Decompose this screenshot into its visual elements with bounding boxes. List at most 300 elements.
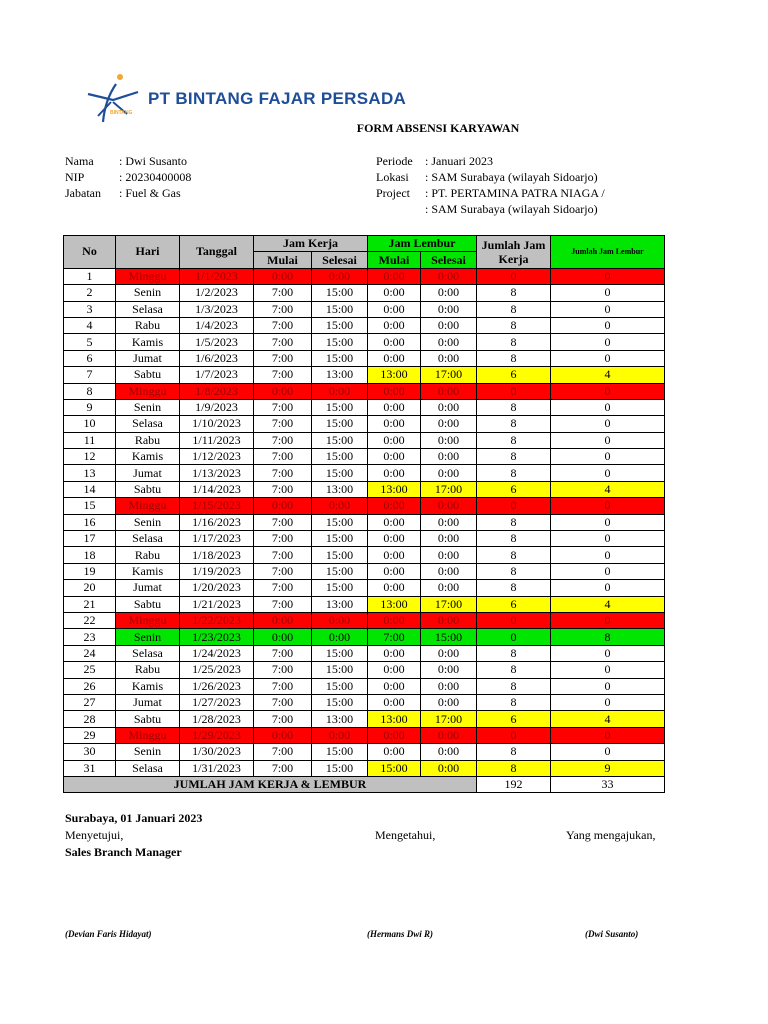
cell-hari: Senin bbox=[116, 744, 180, 760]
cell-lembur-mulai: 0:00 bbox=[368, 416, 421, 432]
cell-kerja-mulai: 7:00 bbox=[254, 531, 312, 547]
cell-lembur-selesai: 0:00 bbox=[421, 678, 477, 694]
cell-lembur-selesai: 0:00 bbox=[421, 334, 477, 350]
cell-jumlah-jam-lembur: 0 bbox=[551, 744, 665, 760]
cell-no: 17 bbox=[64, 531, 116, 547]
cell-jumlah-jam-kerja: 6 bbox=[477, 367, 551, 383]
attendance-table bbox=[63, 235, 665, 793]
cell-lembur-mulai: 13:00 bbox=[368, 481, 421, 497]
cell-lembur-selesai: 0:00 bbox=[421, 285, 477, 301]
cell-kerja-mulai: 0:00 bbox=[254, 383, 312, 399]
cell-kerja-selesai: 15:00 bbox=[312, 514, 368, 530]
cell-lembur-selesai: 0:00 bbox=[421, 760, 477, 776]
cell-jumlah-jam-kerja: 0 bbox=[477, 612, 551, 628]
cell-hari: Selasa bbox=[116, 416, 180, 432]
cell-hari: Minggu bbox=[116, 498, 180, 514]
cell-lembur-selesai: 0:00 bbox=[421, 383, 477, 399]
cell-no: 11 bbox=[64, 432, 116, 448]
cell-lembur-mulai: 0:00 bbox=[368, 678, 421, 694]
cell-no: 15 bbox=[64, 498, 116, 514]
cell-no: 30 bbox=[64, 744, 116, 760]
cell-kerja-selesai: 15:00 bbox=[312, 645, 368, 661]
cell-lembur-mulai: 13:00 bbox=[368, 367, 421, 383]
info-label-jabatan: Jabatan bbox=[65, 186, 101, 200]
cell-hari: Kamis bbox=[116, 563, 180, 579]
cell-lembur-selesai: 17:00 bbox=[421, 596, 477, 612]
cell-jumlah-jam-kerja: 8 bbox=[477, 285, 551, 301]
info-label-project: Project bbox=[376, 186, 410, 200]
table-row bbox=[64, 317, 665, 333]
cell-tanggal: 1/21/2023 bbox=[180, 596, 254, 612]
cell-jumlah-jam-lembur: 9 bbox=[551, 760, 665, 776]
table-row bbox=[64, 760, 665, 776]
cell-kerja-mulai: 7:00 bbox=[254, 317, 312, 333]
cell-tanggal: 1/31/2023 bbox=[180, 760, 254, 776]
cell-no: 29 bbox=[64, 727, 116, 743]
table-row bbox=[64, 612, 665, 628]
info-value-lokasi: : SAM Surabaya (wilayah Sidoarjo) bbox=[425, 170, 598, 184]
cell-hari: Senin bbox=[116, 629, 180, 645]
cell-jumlah-jam-lembur: 0 bbox=[551, 432, 665, 448]
info-label-nama: Nama bbox=[65, 154, 94, 168]
cell-kerja-selesai: 0:00 bbox=[312, 498, 368, 514]
cell-jumlah-jam-lembur: 0 bbox=[551, 317, 665, 333]
info-value-project-2: : SAM Surabaya (wilayah Sidoarjo) bbox=[425, 202, 598, 216]
cell-lembur-selesai: 0:00 bbox=[421, 727, 477, 743]
table-row bbox=[64, 727, 665, 743]
cell-kerja-mulai: 7:00 bbox=[254, 694, 312, 710]
cell-hari: Minggu bbox=[116, 383, 180, 399]
cell-kerja-selesai: 0:00 bbox=[312, 268, 368, 284]
cell-jumlah-jam-lembur: 0 bbox=[551, 580, 665, 596]
cell-hari: Minggu bbox=[116, 612, 180, 628]
cell-jumlah-jam-kerja: 8 bbox=[477, 334, 551, 350]
cell-lembur-mulai: 0:00 bbox=[368, 285, 421, 301]
cell-tanggal: 1/17/2023 bbox=[180, 531, 254, 547]
cell-hari: Jumat bbox=[116, 694, 180, 710]
cell-no: 21 bbox=[64, 596, 116, 612]
cell-jumlah-jam-kerja: 8 bbox=[477, 760, 551, 776]
cell-no: 28 bbox=[64, 711, 116, 727]
cell-kerja-selesai: 13:00 bbox=[312, 481, 368, 497]
cell-no: 18 bbox=[64, 547, 116, 563]
info-label-lokasi: Lokasi bbox=[376, 170, 409, 184]
cell-kerja-selesai: 15:00 bbox=[312, 531, 368, 547]
cell-kerja-selesai: 13:00 bbox=[312, 596, 368, 612]
cell-jumlah-jam-lembur: 0 bbox=[551, 678, 665, 694]
cell-lembur-selesai: 0:00 bbox=[421, 580, 477, 596]
cell-lembur-mulai: 0:00 bbox=[368, 547, 421, 563]
cell-tanggal: 1/15/2023 bbox=[180, 498, 254, 514]
cell-kerja-mulai: 7:00 bbox=[254, 285, 312, 301]
cell-jumlah-jam-lembur: 0 bbox=[551, 268, 665, 284]
cell-jumlah-jam-lembur: 0 bbox=[551, 727, 665, 743]
info-value-nip: : 20230400008 bbox=[119, 170, 192, 184]
cell-jumlah-jam-kerja: 8 bbox=[477, 449, 551, 465]
cell-jumlah-jam-lembur: 0 bbox=[551, 547, 665, 563]
cell-jumlah-jam-kerja: 8 bbox=[477, 531, 551, 547]
table-row bbox=[64, 449, 665, 465]
cell-kerja-mulai: 7:00 bbox=[254, 760, 312, 776]
signature-acknowledger: (Hermans Dwi R) bbox=[367, 929, 434, 939]
cell-hari: Selasa bbox=[116, 645, 180, 661]
cell-tanggal: 1/30/2023 bbox=[180, 744, 254, 760]
menyetujui-label: Menyetujui, bbox=[65, 828, 124, 842]
cell-kerja-selesai: 15:00 bbox=[312, 744, 368, 760]
cell-lembur-mulai: 0:00 bbox=[368, 612, 421, 628]
form-title: FORM ABSENSI KARYAWAN bbox=[356, 121, 520, 135]
company-name: PT BINTANG FAJAR PERSADA bbox=[148, 89, 407, 108]
cell-no: 5 bbox=[64, 334, 116, 350]
cell-kerja-mulai: 7:00 bbox=[254, 662, 312, 678]
cell-jumlah-jam-kerja: 0 bbox=[477, 383, 551, 399]
cell-kerja-selesai: 13:00 bbox=[312, 367, 368, 383]
cell-kerja-selesai: 13:00 bbox=[312, 711, 368, 727]
cell-no: 2 bbox=[64, 285, 116, 301]
cell-hari: Sabtu bbox=[116, 596, 180, 612]
cell-lembur-selesai: 0:00 bbox=[421, 416, 477, 432]
table-row bbox=[64, 285, 665, 301]
cell-tanggal: 1/6/2023 bbox=[180, 350, 254, 366]
cell-jumlah-jam-kerja: 8 bbox=[477, 563, 551, 579]
cell-lembur-mulai: 7:00 bbox=[368, 629, 421, 645]
table-row bbox=[64, 547, 665, 563]
cell-jumlah-jam-kerja: 0 bbox=[477, 498, 551, 514]
col-jam-lembur: Jam Lembur bbox=[368, 236, 477, 252]
cell-jumlah-jam-lembur: 0 bbox=[551, 301, 665, 317]
cell-jumlah-jam-lembur: 0 bbox=[551, 334, 665, 350]
cell-tanggal: 1/29/2023 bbox=[180, 727, 254, 743]
cell-lembur-mulai: 0:00 bbox=[368, 531, 421, 547]
cell-hari: Sabtu bbox=[116, 367, 180, 383]
cell-lembur-mulai: 0:00 bbox=[368, 432, 421, 448]
cell-hari: Jumat bbox=[116, 350, 180, 366]
cell-jumlah-jam-kerja: 8 bbox=[477, 350, 551, 366]
cell-lembur-mulai: 0:00 bbox=[368, 498, 421, 514]
cell-kerja-selesai: 15:00 bbox=[312, 694, 368, 710]
cell-no: 10 bbox=[64, 416, 116, 432]
table-row bbox=[64, 481, 665, 497]
cell-jumlah-jam-kerja: 6 bbox=[477, 596, 551, 612]
cell-tanggal: 1/20/2023 bbox=[180, 580, 254, 596]
cell-no: 22 bbox=[64, 612, 116, 628]
cell-lembur-mulai: 0:00 bbox=[368, 727, 421, 743]
cell-kerja-mulai: 7:00 bbox=[254, 596, 312, 612]
col-kerja-mulai: Mulai bbox=[254, 252, 312, 268]
table-row bbox=[64, 596, 665, 612]
cell-kerja-mulai: 0:00 bbox=[254, 268, 312, 284]
info-value-periode: : Januari 2023 bbox=[425, 154, 493, 168]
cell-kerja-mulai: 0:00 bbox=[254, 629, 312, 645]
cell-lembur-selesai: 0:00 bbox=[421, 317, 477, 333]
cell-tanggal: 1/23/2023 bbox=[180, 629, 254, 645]
cell-no: 26 bbox=[64, 678, 116, 694]
cell-jumlah-jam-lembur: 0 bbox=[551, 350, 665, 366]
cell-hari: Kamis bbox=[116, 449, 180, 465]
info-value-jabatan: : Fuel & Gas bbox=[119, 186, 181, 200]
cell-kerja-selesai: 15:00 bbox=[312, 580, 368, 596]
cell-lembur-selesai: 0:00 bbox=[421, 645, 477, 661]
cell-kerja-selesai: 0:00 bbox=[312, 612, 368, 628]
cell-no: 31 bbox=[64, 760, 116, 776]
cell-jumlah-jam-kerja: 8 bbox=[477, 432, 551, 448]
cell-hari: Selasa bbox=[116, 531, 180, 547]
cell-no: 27 bbox=[64, 694, 116, 710]
cell-jumlah-jam-lembur: 0 bbox=[551, 383, 665, 399]
cell-kerja-mulai: 7:00 bbox=[254, 678, 312, 694]
cell-kerja-selesai: 15:00 bbox=[312, 350, 368, 366]
cell-hari: Minggu bbox=[116, 727, 180, 743]
cell-kerja-selesai: 15:00 bbox=[312, 285, 368, 301]
cell-kerja-selesai: 0:00 bbox=[312, 629, 368, 645]
cell-jumlah-jam-kerja: 8 bbox=[477, 645, 551, 661]
cell-lembur-selesai: 0:00 bbox=[421, 514, 477, 530]
col-hari: Hari bbox=[116, 236, 180, 269]
table-row bbox=[64, 678, 665, 694]
cell-no: 8 bbox=[64, 383, 116, 399]
cell-kerja-selesai: 15:00 bbox=[312, 301, 368, 317]
cell-kerja-selesai: 15:00 bbox=[312, 449, 368, 465]
cell-hari: Senin bbox=[116, 514, 180, 530]
cell-lembur-mulai: 0:00 bbox=[368, 465, 421, 481]
cell-kerja-mulai: 7:00 bbox=[254, 432, 312, 448]
cell-lembur-selesai: 0:00 bbox=[421, 531, 477, 547]
table-row bbox=[64, 514, 665, 530]
cell-tanggal: 1/2/2023 bbox=[180, 285, 254, 301]
cell-tanggal: 1/24/2023 bbox=[180, 645, 254, 661]
cell-lembur-selesai: 0:00 bbox=[421, 694, 477, 710]
table-row bbox=[64, 498, 665, 514]
cell-lembur-selesai: 17:00 bbox=[421, 367, 477, 383]
cell-tanggal: 1/5/2023 bbox=[180, 334, 254, 350]
cell-kerja-selesai: 15:00 bbox=[312, 465, 368, 481]
table-row bbox=[64, 268, 665, 284]
cell-lembur-mulai: 15:00 bbox=[368, 760, 421, 776]
cell-lembur-selesai: 0:00 bbox=[421, 498, 477, 514]
cell-lembur-selesai: 17:00 bbox=[421, 711, 477, 727]
table-row bbox=[64, 629, 665, 645]
table-row bbox=[64, 465, 665, 481]
table-row bbox=[64, 350, 665, 366]
cell-tanggal: 1/7/2023 bbox=[180, 367, 254, 383]
cell-lembur-selesai: 0:00 bbox=[421, 465, 477, 481]
table-row bbox=[64, 744, 665, 760]
cell-jumlah-jam-lembur: 0 bbox=[551, 465, 665, 481]
col-jumlah-jam-kerja: Jumlah Jam Kerja bbox=[477, 236, 551, 269]
cell-no: 16 bbox=[64, 514, 116, 530]
col-kerja-selesai: Selesai bbox=[312, 252, 368, 268]
cell-kerja-mulai: 0:00 bbox=[254, 727, 312, 743]
col-lembur-mulai: Mulai bbox=[368, 252, 421, 268]
total-label: JUMLAH JAM KERJA & LEMBUR bbox=[64, 776, 477, 792]
cell-lembur-mulai: 13:00 bbox=[368, 596, 421, 612]
cell-lembur-mulai: 0:00 bbox=[368, 350, 421, 366]
cell-tanggal: 1/27/2023 bbox=[180, 694, 254, 710]
cell-tanggal: 1/10/2023 bbox=[180, 416, 254, 432]
cell-jumlah-jam-kerja: 8 bbox=[477, 301, 551, 317]
cell-hari: Senin bbox=[116, 399, 180, 415]
cell-lembur-mulai: 0:00 bbox=[368, 744, 421, 760]
cell-no: 12 bbox=[64, 449, 116, 465]
cell-hari: Jumat bbox=[116, 465, 180, 481]
cell-jumlah-jam-kerja: 0 bbox=[477, 727, 551, 743]
table-row bbox=[64, 432, 665, 448]
cell-no: 24 bbox=[64, 645, 116, 661]
cell-kerja-selesai: 0:00 bbox=[312, 727, 368, 743]
cell-lembur-selesai: 0:00 bbox=[421, 744, 477, 760]
cell-jumlah-jam-kerja: 8 bbox=[477, 416, 551, 432]
cell-hari: Selasa bbox=[116, 760, 180, 776]
cell-kerja-mulai: 7:00 bbox=[254, 350, 312, 366]
cell-lembur-selesai: 0:00 bbox=[421, 432, 477, 448]
cell-lembur-selesai: 0:00 bbox=[421, 563, 477, 579]
cell-tanggal: 1/9/2023 bbox=[180, 399, 254, 415]
info-value-nama: : Dwi Susanto bbox=[119, 154, 188, 168]
cell-jumlah-jam-kerja: 0 bbox=[477, 629, 551, 645]
cell-lembur-mulai: 0:00 bbox=[368, 645, 421, 661]
col-lembur-selesai: Selesai bbox=[421, 252, 477, 268]
cell-jumlah-jam-lembur: 8 bbox=[551, 629, 665, 645]
cell-jumlah-jam-kerja: 8 bbox=[477, 465, 551, 481]
cell-jumlah-jam-lembur: 0 bbox=[551, 694, 665, 710]
cell-kerja-mulai: 7:00 bbox=[254, 580, 312, 596]
cell-jumlah-jam-lembur: 4 bbox=[551, 596, 665, 612]
table-row bbox=[64, 645, 665, 661]
cell-tanggal: 1/12/2023 bbox=[180, 449, 254, 465]
table-row bbox=[64, 334, 665, 350]
cell-no: 19 bbox=[64, 563, 116, 579]
cell-hari: Kamis bbox=[116, 334, 180, 350]
cell-kerja-selesai: 15:00 bbox=[312, 334, 368, 350]
cell-kerja-selesai: 15:00 bbox=[312, 432, 368, 448]
cell-jumlah-jam-lembur: 4 bbox=[551, 481, 665, 497]
cell-lembur-selesai: 0:00 bbox=[421, 268, 477, 284]
info-label-periode: Periode bbox=[376, 154, 413, 168]
cell-no: 25 bbox=[64, 662, 116, 678]
cell-lembur-selesai: 0:00 bbox=[421, 662, 477, 678]
cell-jumlah-jam-kerja: 8 bbox=[477, 694, 551, 710]
cell-no: 23 bbox=[64, 629, 116, 645]
cell-no: 7 bbox=[64, 367, 116, 383]
cell-kerja-mulai: 7:00 bbox=[254, 416, 312, 432]
employee-info bbox=[65, 153, 191, 201]
cell-lembur-mulai: 0:00 bbox=[368, 383, 421, 399]
cell-lembur-mulai: 0:00 bbox=[368, 317, 421, 333]
cell-hari: Rabu bbox=[116, 547, 180, 563]
cell-kerja-selesai: 15:00 bbox=[312, 662, 368, 678]
table-row bbox=[64, 563, 665, 579]
cell-kerja-selesai: 0:00 bbox=[312, 383, 368, 399]
cell-kerja-selesai: 15:00 bbox=[312, 547, 368, 563]
cell-tanggal: 1/4/2023 bbox=[180, 317, 254, 333]
cell-lembur-selesai: 17:00 bbox=[421, 481, 477, 497]
cell-tanggal: 1/25/2023 bbox=[180, 662, 254, 678]
cell-lembur-mulai: 0:00 bbox=[368, 514, 421, 530]
table-row bbox=[64, 531, 665, 547]
info-label-nip: NIP bbox=[65, 170, 85, 184]
cell-lembur-mulai: 0:00 bbox=[368, 580, 421, 596]
cell-kerja-mulai: 7:00 bbox=[254, 334, 312, 350]
cell-hari: Sabtu bbox=[116, 481, 180, 497]
cell-jumlah-jam-lembur: 0 bbox=[551, 399, 665, 415]
cell-hari: Rabu bbox=[116, 432, 180, 448]
period-info bbox=[376, 153, 605, 217]
cell-jumlah-jam-kerja: 8 bbox=[477, 547, 551, 563]
cell-no: 20 bbox=[64, 580, 116, 596]
signature-submitter: (Dwi Susanto) bbox=[585, 929, 639, 939]
cell-lembur-selesai: 15:00 bbox=[421, 629, 477, 645]
cell-jumlah-jam-kerja: 8 bbox=[477, 317, 551, 333]
cell-lembur-mulai: 0:00 bbox=[368, 268, 421, 284]
cell-tanggal: 1/16/2023 bbox=[180, 514, 254, 530]
table-row bbox=[64, 580, 665, 596]
cell-hari: Senin bbox=[116, 285, 180, 301]
cell-tanggal: 1/3/2023 bbox=[180, 301, 254, 317]
cell-kerja-selesai: 15:00 bbox=[312, 760, 368, 776]
table-row bbox=[64, 301, 665, 317]
cell-hari: Selasa bbox=[116, 301, 180, 317]
col-jam-kerja: Jam Kerja bbox=[254, 236, 368, 252]
cell-lembur-selesai: 0:00 bbox=[421, 547, 477, 563]
cell-kerja-mulai: 7:00 bbox=[254, 481, 312, 497]
cell-lembur-mulai: 0:00 bbox=[368, 399, 421, 415]
cell-tanggal: 1/28/2023 bbox=[180, 711, 254, 727]
cell-lembur-mulai: 0:00 bbox=[368, 449, 421, 465]
cell-jumlah-jam-kerja: 8 bbox=[477, 399, 551, 415]
cell-hari: Sabtu bbox=[116, 711, 180, 727]
svg-text:BINTANG: BINTANG bbox=[110, 110, 133, 116]
cell-no: 9 bbox=[64, 399, 116, 415]
cell-lembur-mulai: 0:00 bbox=[368, 662, 421, 678]
cell-tanggal: 1/11/2023 bbox=[180, 432, 254, 448]
cell-jumlah-jam-lembur: 0 bbox=[551, 416, 665, 432]
cell-kerja-mulai: 7:00 bbox=[254, 711, 312, 727]
cell-kerja-mulai: 7:00 bbox=[254, 514, 312, 530]
total-jam-lembur: 33 bbox=[551, 776, 665, 792]
cell-jumlah-jam-lembur: 4 bbox=[551, 711, 665, 727]
place-date: Surabaya, 01 Januari 2023 bbox=[65, 811, 203, 825]
cell-jumlah-jam-lembur: 0 bbox=[551, 449, 665, 465]
cell-tanggal: 1/19/2023 bbox=[180, 563, 254, 579]
total-jam-kerja: 192 bbox=[477, 776, 551, 792]
cell-jumlah-jam-kerja: 8 bbox=[477, 678, 551, 694]
cell-tanggal: 1/26/2023 bbox=[180, 678, 254, 694]
cell-kerja-mulai: 7:00 bbox=[254, 645, 312, 661]
signature-approver: (Devian Faris Hidayat) bbox=[65, 929, 152, 939]
cell-hari: Rabu bbox=[116, 662, 180, 678]
position-title: Sales Branch Manager bbox=[65, 845, 182, 859]
col-jumlah-jam-lembur: Jumlah Jam Lembur bbox=[551, 236, 665, 269]
cell-kerja-mulai: 7:00 bbox=[254, 563, 312, 579]
cell-no: 13 bbox=[64, 465, 116, 481]
cell-tanggal: 1/22/2023 bbox=[180, 612, 254, 628]
cell-jumlah-jam-kerja: 8 bbox=[477, 580, 551, 596]
cell-jumlah-jam-lembur: 0 bbox=[551, 645, 665, 661]
cell-no: 6 bbox=[64, 350, 116, 366]
table-row bbox=[64, 383, 665, 399]
cell-lembur-mulai: 13:00 bbox=[368, 711, 421, 727]
cell-lembur-mulai: 0:00 bbox=[368, 334, 421, 350]
cell-kerja-mulai: 7:00 bbox=[254, 367, 312, 383]
cell-lembur-selesai: 0:00 bbox=[421, 350, 477, 366]
cell-jumlah-jam-lembur: 4 bbox=[551, 367, 665, 383]
table-row bbox=[64, 694, 665, 710]
cell-kerja-mulai: 0:00 bbox=[254, 612, 312, 628]
cell-no: 3 bbox=[64, 301, 116, 317]
cell-tanggal: 1/8/2023 bbox=[180, 383, 254, 399]
cell-jumlah-jam-lembur: 0 bbox=[551, 531, 665, 547]
cell-no: 14 bbox=[64, 481, 116, 497]
